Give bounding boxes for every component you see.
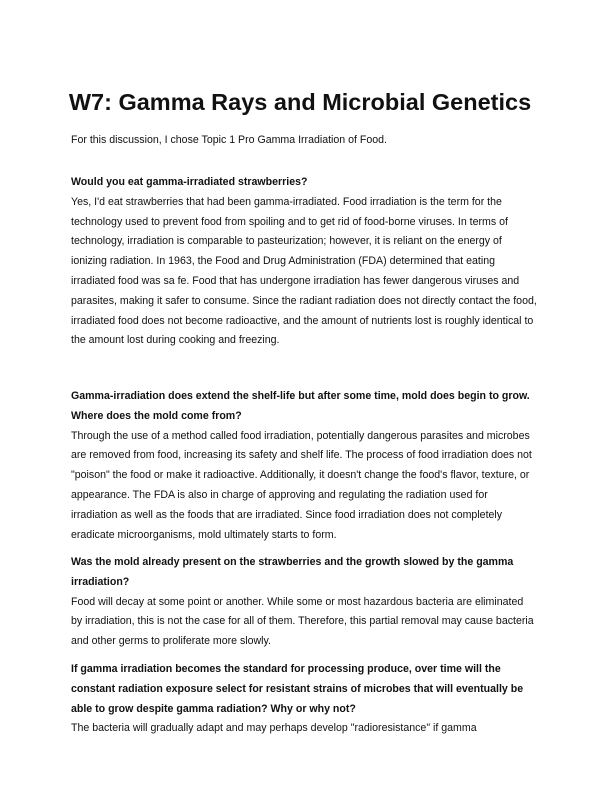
section-question: Gamma-irradiation does extend the shelf-life but after some time, mold does begin to grow. Where does the mold come from? [71, 390, 530, 422]
page-title: W7: Gamma Rays and Microbial Genetics [68, 89, 532, 115]
section-question: Was the mold already present on the strawberries and the growth slowed by the gamma irradiation? [71, 556, 514, 588]
section-answer: The bacteria will gradually adapt and may perhaps develop "radioresistance" if gamma [71, 722, 477, 735]
section-mold-origin [71, 387, 537, 545]
intro-paragraph: For this discussion, I chose Topic 1 Pro Gamma Irradiation of Food. [71, 134, 387, 146]
section-question: If gamma irradiation becomes the standard for processing produce, over time will the constant radiation exposure select for resistant strains of microbes that will eventually be able to grow despite gamma radiation? Why or why not? [71, 663, 524, 715]
section-resistance [71, 660, 537, 739]
section-answer: Through the use of a method called food irradiation, potentially dangerous parasites and microbes are removed from food, increasing its safety and shelf life. The process of food irradiation does not "poison" the food or make it radioactive. Additionally, it doesn't change the food's flavor, texture, or appearance. The FDA is also in charge of approving and regulating the radiation used for irradiation as well as the foods that are irradiated. Since food irradiation does not completely eradicate microorganisms, mold ultimately starts to form. [71, 429, 532, 541]
section-shelf-eating [71, 173, 537, 351]
section-answer: Food will decay at some point or another. While some or most hazardous bacteria are eliminated by irradiation, this is not the case for all of them. Therefore, this partial removal may cause bacteria and other germs to proliferate more slowly. [71, 595, 534, 648]
section-question: Would you eat gamma-irradiated strawberries? [71, 176, 308, 188]
section-mold-present [71, 553, 537, 652]
section-answer: Yes, I'd eat strawberries that had been gamma-irradiated. Food irradiation is the term for the technology used to prevent food from spoiling and to get rid of food-borne viruses. In terms of technology, irradiation is comparable to pasteurization; however, it is reliant on the energy of ionizing radiation. In 1963, the Food and Drug Administration (FDA) determined that eating irradiated food was sa fe. Food that has undergone irradiation has fewer dangerous viruses and parasites, making it safer to consume. Since the radiant radiation does not directly contact the food, irradiated food does not become radioactive, and the amount of nutrients lost is roughly identical to the amount lost during cooking and freezing. [71, 195, 537, 347]
